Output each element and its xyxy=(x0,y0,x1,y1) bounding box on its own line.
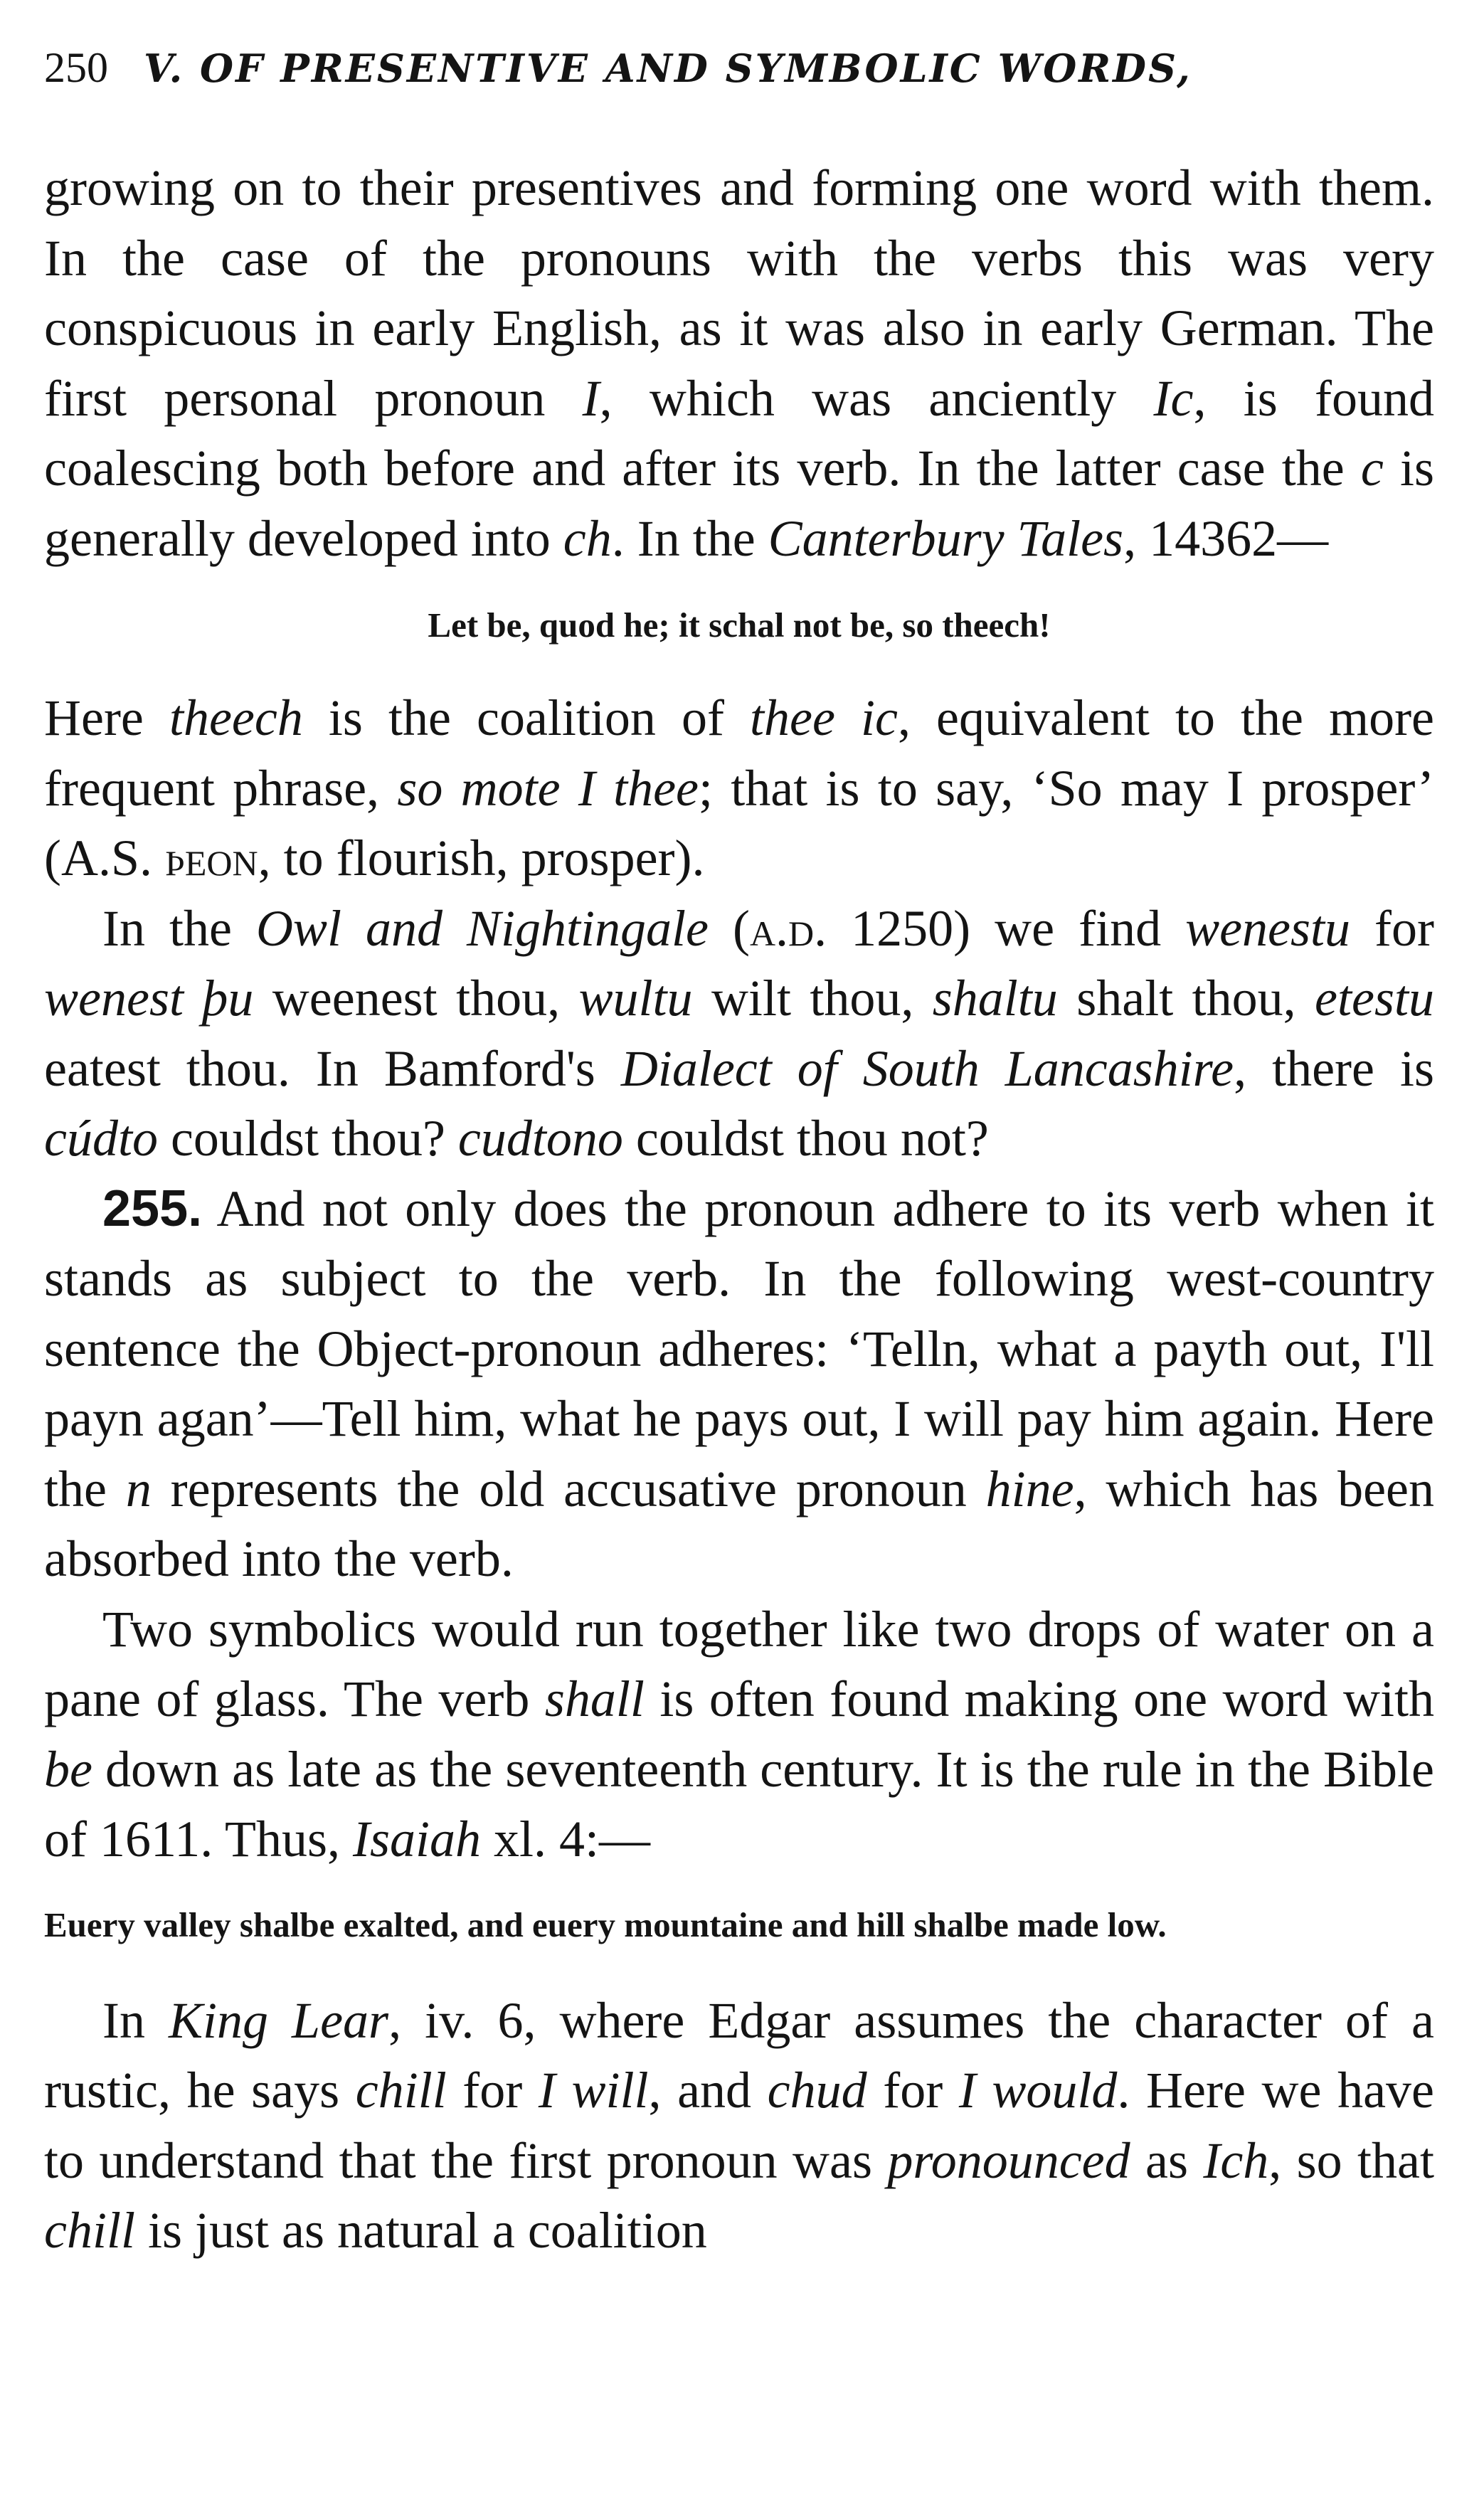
body-text xyxy=(44,153,1434,2266)
paragraph: Here theech is the coalition of thee ic, equivalent to the more frequent phrase, so mote I thee; that is to say, ‘So may I prosper’ (A.S. þeon, to flourish, prosper). xyxy=(44,689,1435,886)
paragraph: 255. And not only does the pronoun adhere to its verb when it stands as subject to the verb. In the following west-country sentence the Object-pronoun adheres: ‘Telln, what a payth out, I'll payn agan’—Tell him, what he pays out, I will pay him again. Here the n represents the old accusative pronoun hine, which has been absorbed into the verb. xyxy=(44,1180,1434,1587)
block-quote: Euery valley shalbe exalted, and euery mountaine and hill shalbe made low. xyxy=(44,1905,1167,1944)
block-quote: Let be, quod he; it schal not be, so theech! xyxy=(428,605,1051,645)
page-number: 250 xyxy=(44,44,108,91)
paragraph: In the Owl and Nightingale (a.d. 1250) we find wenestu for wenest þu weenest thou, wultu wilt thou, shaltu shalt thou, etestu eatest thou. In Bamford's Dialect of South Lancashire, there is cúdto couldst thou? cudtono couldst thou not? xyxy=(44,899,1434,1167)
running-header xyxy=(44,39,1434,97)
paragraph: Two symbolics would run together like two drops of water on a pane of glass. The verb shall is often found making one word with be down as late as the seventeenth century. It is the rule in the Bible of 1611. Thus, Isaiah xl. 4:— xyxy=(44,1600,1434,1868)
paragraph: In King Lear, iv. 6, where Edgar assumes the character of a rustic, he says chill for I will, and chud for I would. Here we have to understand that the first pronoun was pronounced as Ich, so that chill is just as natural a coalition xyxy=(44,1991,1435,2259)
paragraph: growing on to their presentives and forming one word with them. In the case of the pronouns with the verbs this was very conspicuous in early English, as it was also in early German. The first personal pronoun I, which was anciently Ic, is found coalescing both before and after its verb. In the latter case the c is generally developed into ch. In the Canterbury Tales, 14362— xyxy=(44,159,1434,567)
section-number: 255. xyxy=(102,1180,203,1237)
running-title: V. OF PRESENTIVE AND SYMBOLIC WORDS, xyxy=(144,46,1192,91)
